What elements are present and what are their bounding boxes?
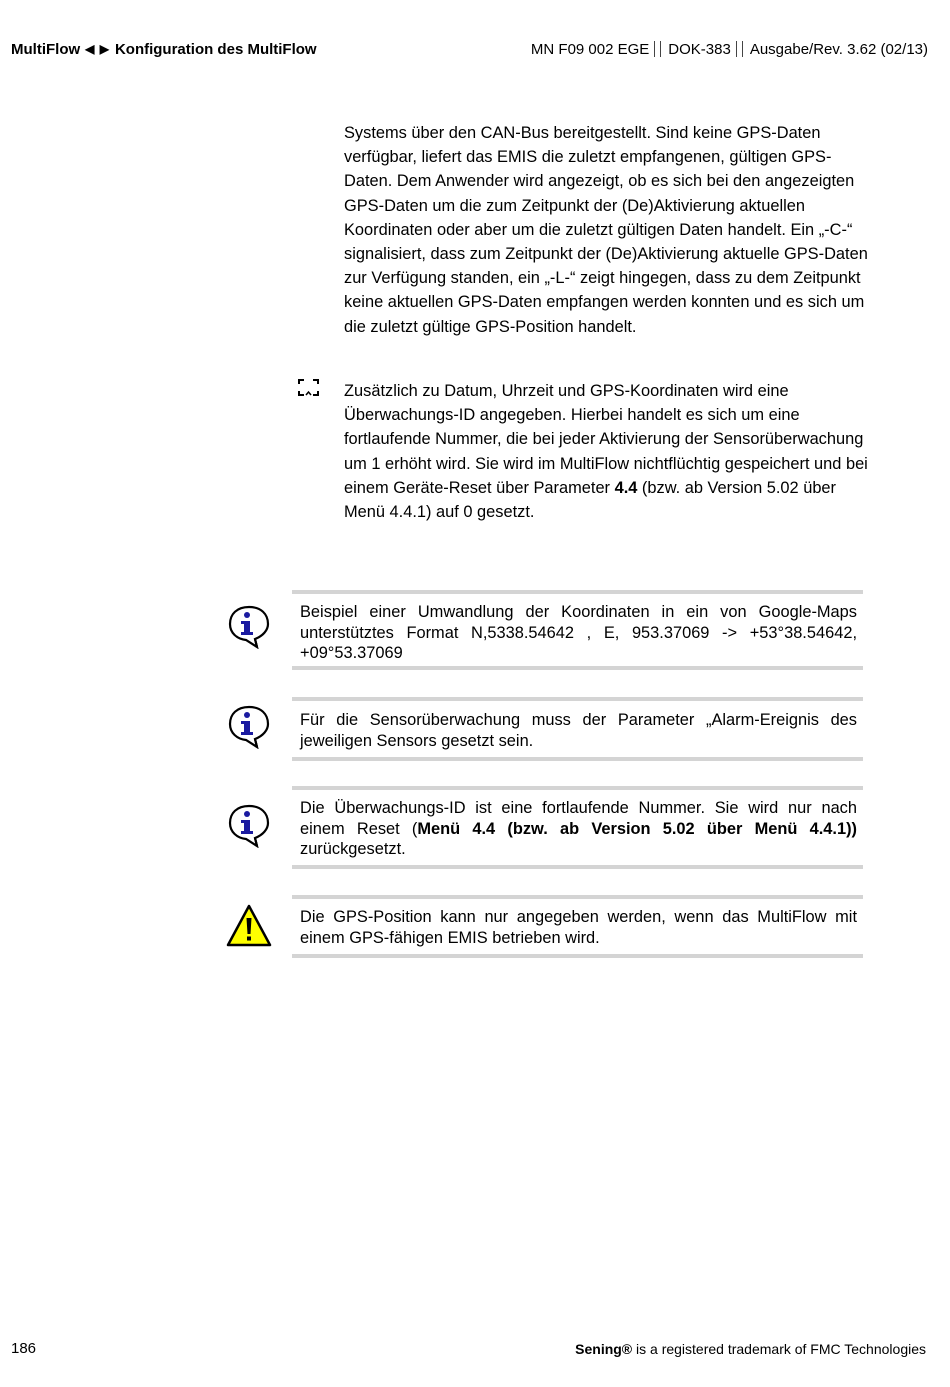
warning-icon [226, 903, 272, 949]
page-header [11, 38, 928, 60]
trademark-brand: Sening® [575, 1341, 633, 1357]
info-box-sensor [292, 697, 863, 761]
para2-text-end: (bzw. ab Version 5.02 über Menü 4.4.1) auf 0 gesetzt. [344, 478, 837, 522]
info-icon [226, 603, 272, 649]
note3-text-start: Die Überwachungs-ID ist eine fortlaufende Nummer. Sie wird nur nach einem Reset ( [300, 799, 857, 838]
note-sensor-text: Für die Sensorüberwachung muss der Parameter „Alarm-Ereignis des jeweiligen Sensors gesetzt sein. [300, 711, 857, 750]
note-monitoring-id-text [300, 798, 857, 860]
note3-menu: Menü 4.4 (bzw. ab Version 5.02 über Menü 4.4.1)) [417, 819, 858, 838]
info-box-coordinates [292, 590, 863, 670]
info-box-monitoring-id [292, 786, 863, 869]
header-left [11, 41, 317, 58]
body-paragraph-gps: Systems über den CAN-Bus bereitgestellt. Sind keine GPS-Daten verfügbar, liefert das EMIS die zuletzt empfangenen, gültigen GPS-Daten. Dem Anwender wird angezeigt, ob es sich bei den angezeigten GPS-Daten um die zum Zeitpunkt der (De)Aktivierung aktuellen Koordinaten oder aber um die zuletzt gültigen Daten handelt. Ein „-C-“ signalisiert, dass zum Zeitpunkt der (De)Aktivierung aktuelle GPS-Daten zur Verfügung standen, ein „-L-“ zeigt hingegen, dass zu dem Zeitpunkt keine aktuellen GPS-Daten empfangen werden konnten und es sich um die zuletzt gültige GPS-Position handelt. [344, 124, 868, 336]
header-right [531, 41, 928, 58]
body-paragraph-monitoring-id [344, 379, 869, 524]
header-separator [736, 41, 743, 57]
trademark-text: is a registered trademark of FMC Technologies [632, 1341, 926, 1357]
trademark-notice [575, 1341, 926, 1357]
header-arrows-icon: ◀ ▶ [85, 42, 110, 56]
note-marker-icon [297, 378, 320, 397]
para2-text-start: Zusätzlich zu Datum, Uhrzeit und GPS-Koordinaten wird eine Überwachungs-ID angegeben. Hierbei handelt es sich um eine fortlaufende Nummer, die bei jeder Aktivierung der Sensorüberwachung um 1 erhöht wird. Sie wird im MultiFlow nichtflüchtig gespeichert und bei einem Geräte-Reset über Parameter [344, 382, 868, 497]
note-coordinates-text: Beispiel einer Umwandlung der Koordinaten in ein von Google-Maps unterstütztes Format N,5338.54642 , E, 953.37069 -> +53°38.54642, +09°53.37069 [300, 603, 857, 662]
header-doc-number: MN F09 002 EGE [530, 40, 650, 58]
header-dok: DOK-383 [668, 40, 731, 58]
warning-gps-text: Die GPS-Position kann nur angegeben werden, wenn das MultiFlow mit einem GPS-fähigen EMIS betrieben wird. [300, 908, 857, 947]
header-separator [654, 41, 661, 57]
note3-text-end: zurückgesetzt. [300, 840, 406, 858]
para2-parameter: 4.4 [614, 478, 638, 497]
header-product: MultiFlow [11, 40, 81, 58]
page-number: 186 [11, 1340, 37, 1357]
info-icon [226, 802, 272, 848]
header-revision: Ausgabe/Rev. 3.62 (02/13) [749, 40, 928, 58]
header-chapter: Konfiguration des MultiFlow [114, 40, 317, 58]
info-icon [226, 703, 272, 749]
warning-box-gps [292, 895, 863, 958]
